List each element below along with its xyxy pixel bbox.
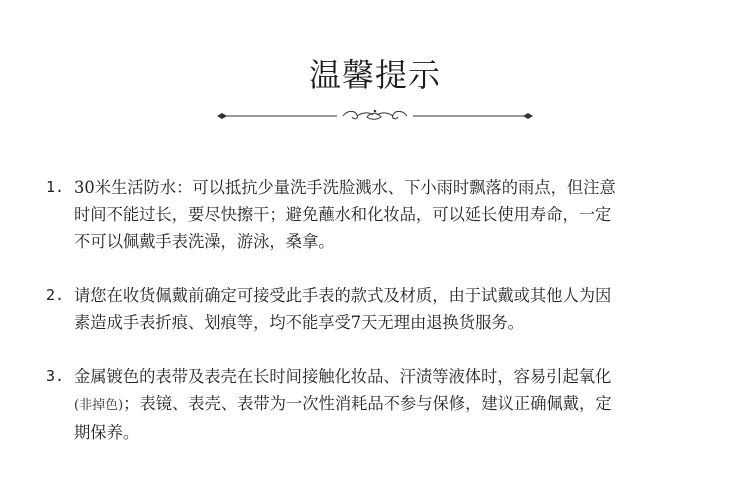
note-item-1 <box>46 174 710 255</box>
note-line: 30米生活防水：可以抵抗少量洗手洗脸溅水、下小雨时飘落的雨点，但注意 <box>74 178 616 197</box>
note-number: 2. <box>46 286 65 304</box>
note-number: 3. <box>46 367 65 385</box>
note-item-2 <box>46 282 710 336</box>
note-line-rest: ；表镜、表壳、表带为一次性消耗品不参与保修，建议正确佩戴，定 <box>123 394 612 413</box>
note-number: 1. <box>46 178 65 196</box>
note-line <box>74 390 710 419</box>
page-title: 温馨提示 <box>308 56 441 94</box>
note-parenthetical: (非掉色) <box>74 398 124 413</box>
ornamental-divider-icon <box>215 106 535 126</box>
note-line: 请您在收货佩戴前确定可接受此手表的款式及材质，由于试戴或其他人为因 <box>74 286 612 305</box>
note-line: 不可以佩戴手表洗澡，游泳，桑拿。 <box>74 232 335 251</box>
note-line: 金属镀色的表带及表壳在长时间接触化妆品、汗渍等液体时，容易引起氧化 <box>74 367 612 386</box>
note-line: 时间不能过长，要尽快擦干；避免蘸水和化妆品，可以延长使用寿命，一定 <box>74 205 612 224</box>
note-line: 期保养。 <box>74 423 140 442</box>
note-line: 素造成手表折痕、划痕等，均不能享受7天无理由退换货服务。 <box>74 313 524 332</box>
notes-list <box>46 174 710 446</box>
note-item-3 <box>46 363 710 446</box>
